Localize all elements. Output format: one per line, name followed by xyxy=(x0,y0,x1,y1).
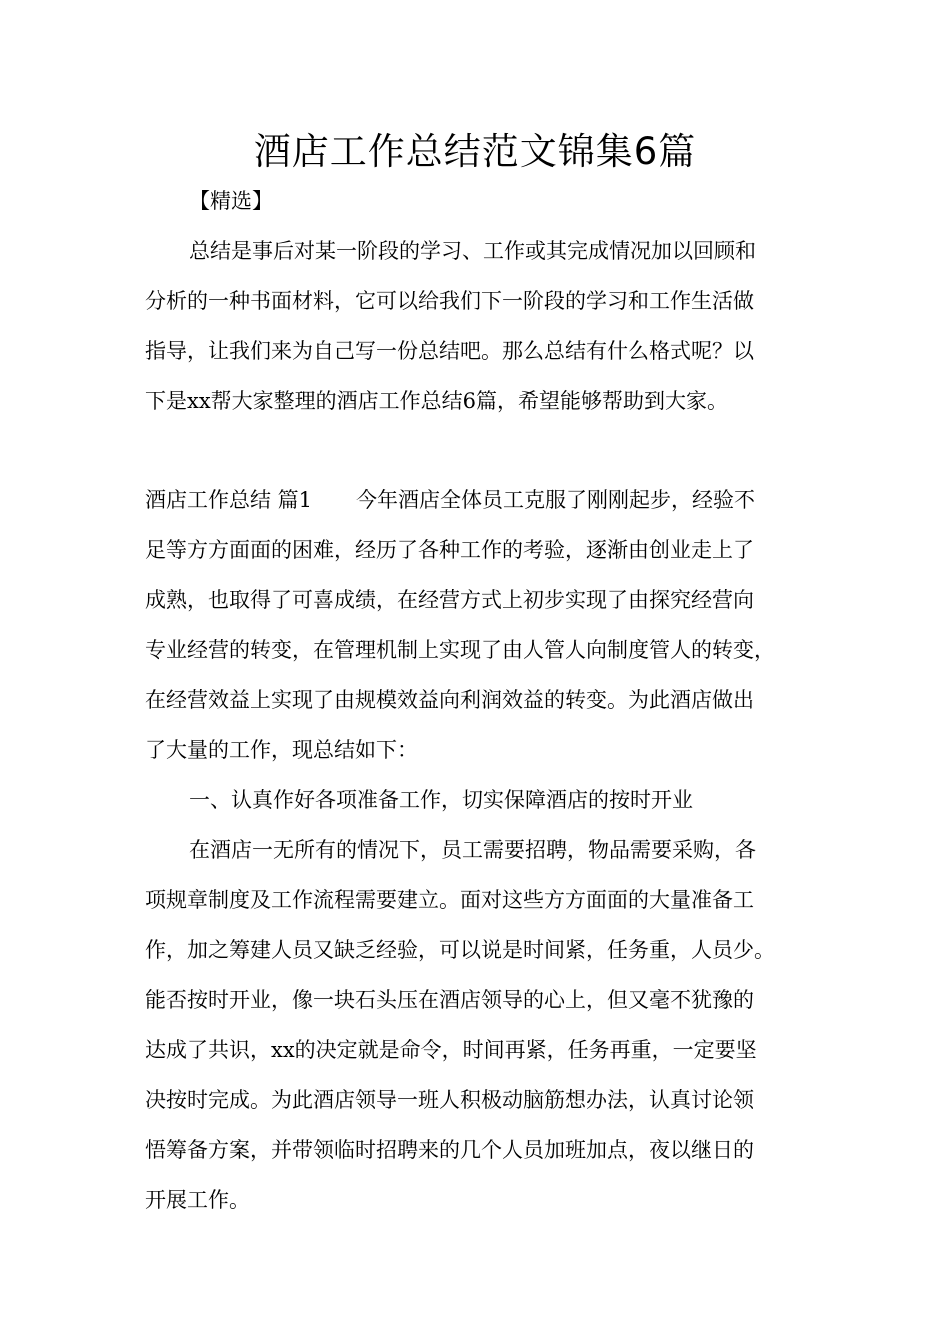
paragraph-line: 作，加之筹建人员又缺乏经验，可以说是时间紧，任务重，人员少。 xyxy=(145,938,775,962)
intro-line: 下是xx帮大家整理的酒店工作总结6篇，希望能够帮助到大家。 xyxy=(145,389,729,413)
intro-line: 分析的一种书面材料，它可以给我们下一阶段的学习和工作生活做 xyxy=(145,289,754,313)
section-first-line xyxy=(145,485,755,515)
paragraph-line: 悟筹备方案，并带领临时招聘来的几个人员加班加点，夜以继日的 xyxy=(145,1138,754,1162)
paragraph-line: 项规章制度及工作流程需要建立。面对这些方方面面的大量准备工 xyxy=(145,888,754,912)
section-line: 了大量的工作，现总结如下： xyxy=(145,738,418,762)
paragraph-line: 开展工作。 xyxy=(145,1188,250,1212)
subheading: 一、认真作好各项准备工作，切实保障酒店的按时开业 xyxy=(189,788,693,812)
section-line: 成熟，也取得了可喜成绩，在经营方式上初步实现了由探究经营向 xyxy=(145,588,754,612)
section-heading: 酒店工作总结 篇1 xyxy=(145,488,313,512)
intro-line: 指导，让我们来为自己写一份总结吧。那么总结有什么格式呢？以 xyxy=(145,339,754,363)
paragraph-line: 决按时完成。为此酒店领导一班人积极动脑筋想办法，认真讨论领 xyxy=(145,1088,754,1112)
section-line: 足等方方面面的困难，经历了各种工作的考验，逐渐由创业走上了 xyxy=(145,538,754,562)
paragraph-line: 能否按时开业，像一块石头压在酒店领导的心上，但又毫不犹豫的 xyxy=(145,988,754,1012)
section-line: 专业经营的转变，在管理机制上实现了由人管人向制度管人的转变， xyxy=(145,638,775,662)
intro-line: 总结是事后对某一阶段的学习、工作或其完成情况加以回顾和 xyxy=(189,239,756,263)
paragraph-line: 达成了共识，xx的决定就是命令，时间再紧，任务再重，一定要坚 xyxy=(145,1038,757,1062)
document-title: 酒店工作总结范文锦集6篇 xyxy=(253,130,697,173)
selected-tag: 【精选】 xyxy=(189,189,273,213)
paragraph-line: 在酒店一无所有的情况下，员工需要招聘，物品需要采购，各 xyxy=(189,838,756,862)
section-line: 在经营效益上实现了由规模效益向利润效益的转变。为此酒店做出 xyxy=(145,688,754,712)
section-opening-text: 今年酒店全体员工克服了刚刚起步，经验不 xyxy=(356,488,756,512)
